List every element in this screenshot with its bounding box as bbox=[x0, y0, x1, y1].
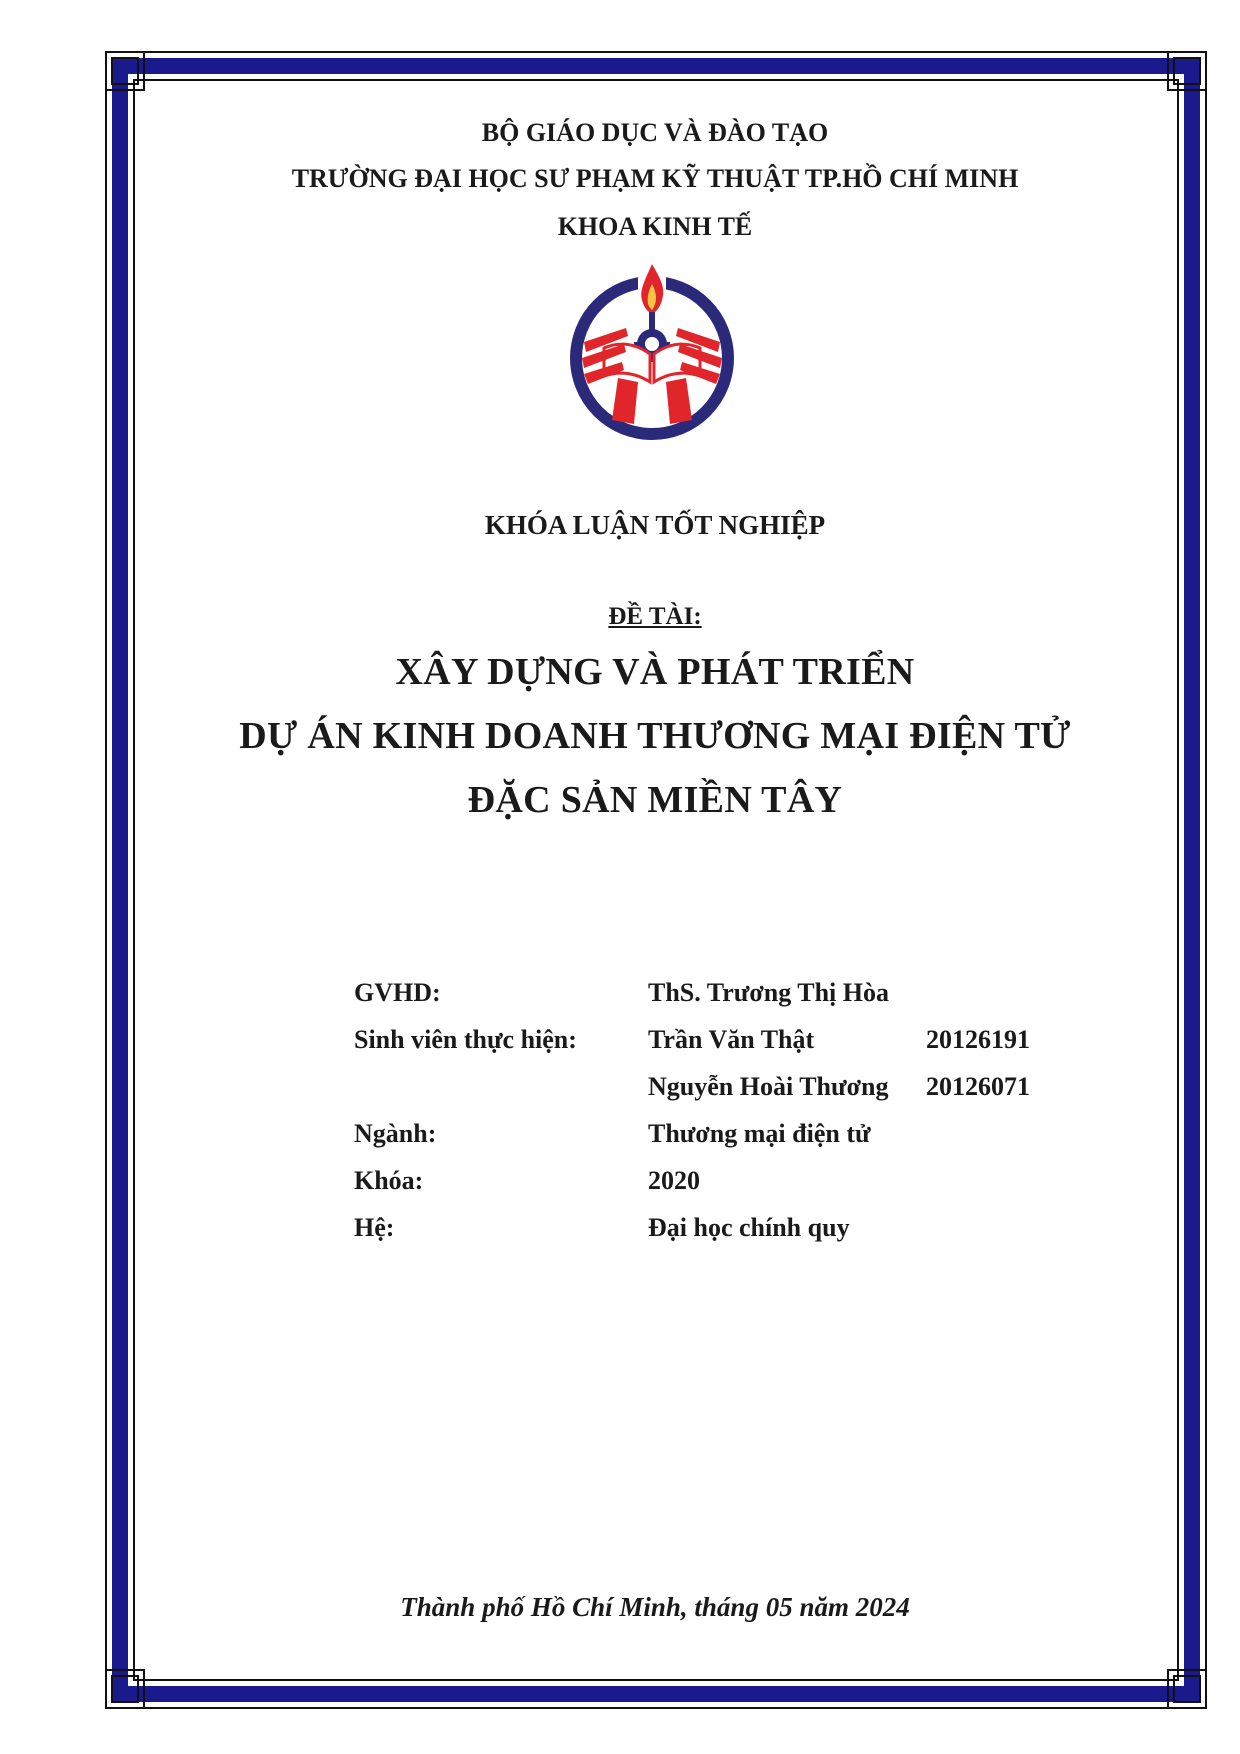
place-and-date: Thành phố Hồ Chí Minh, tháng 05 năm 2024 bbox=[400, 1592, 910, 1622]
info-label: Hệ: bbox=[354, 1213, 395, 1242]
university-logo-icon bbox=[562, 258, 742, 448]
info-student-id: 20126071 bbox=[926, 1072, 1030, 1101]
info-value: Đại học chính quy bbox=[648, 1213, 850, 1242]
info-label: GVHD: bbox=[354, 978, 441, 1007]
info-value: ThS. Trương Thị Hòa bbox=[648, 978, 889, 1007]
info-value: Trần Văn Thật bbox=[648, 1025, 815, 1054]
university-name: TRƯỜNG ĐẠI HỌC SƯ PHẠM KỸ THUẬT TP.HỒ CHÍ MINH bbox=[291, 164, 1019, 193]
faculty-name: KHOA KINH TẾ bbox=[557, 212, 753, 241]
thesis-title-line-2: DỰ ÁN KINH DOANH THƯƠNG MẠI ĐIỆN TỬ bbox=[239, 715, 1071, 757]
thesis-title-line-1: XÂY DỰNG VÀ PHÁT TRIỂN bbox=[395, 651, 915, 693]
info-label: Ngành: bbox=[354, 1119, 437, 1148]
info-value: 2020 bbox=[648, 1166, 700, 1195]
info-value: Thương mại điện tử bbox=[648, 1119, 871, 1148]
thesis-type: KHÓA LUẬN TỐT NGHIỆP bbox=[484, 510, 826, 540]
info-label: Sinh viên thực hiện: bbox=[354, 1025, 577, 1054]
ministry-name: BỘ GIÁO DỤC VÀ ĐÀO TẠO bbox=[481, 118, 829, 147]
thesis-title-line-3: ĐẶC SẢN MIỀN TÂY bbox=[467, 779, 843, 821]
topic-label: ĐỀ TÀI: bbox=[608, 603, 702, 630]
info-label: Khóa: bbox=[354, 1166, 424, 1195]
info-value: Nguyễn Hoài Thương bbox=[648, 1072, 889, 1101]
info-student-id: 20126191 bbox=[926, 1025, 1030, 1054]
